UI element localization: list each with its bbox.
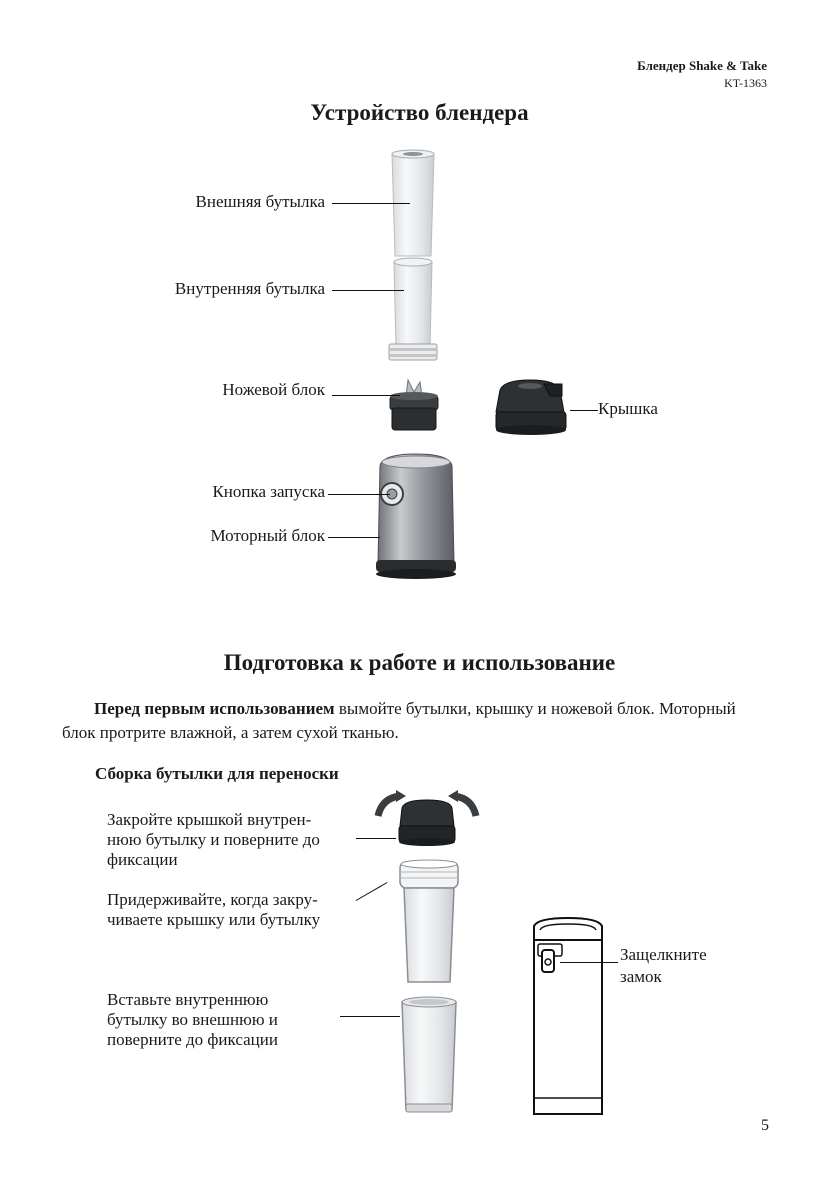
leader-line — [560, 962, 618, 963]
intro-paragraph — [62, 697, 768, 745]
inner-bottle-illustration — [386, 256, 440, 368]
label-motor-unit: Моторный блок — [210, 526, 325, 545]
step-close-lid: Закройте крышкой внутрен- нюю бутылку и поверните до фиксации — [107, 810, 320, 869]
leader-line — [332, 395, 400, 396]
header-model-number: KT-1363 — [724, 76, 767, 90]
leader-line — [332, 290, 404, 291]
lid-rotate-illustration — [372, 790, 482, 850]
inner-bottle-assembly-illustration — [396, 858, 462, 988]
lid-illustration — [490, 378, 572, 440]
leader-line — [570, 410, 598, 411]
label-start-button: Кнопка запуска — [212, 482, 325, 501]
rotate-arrow-icon — [396, 790, 406, 802]
section-title-preparation: Подготовка к работе и использование — [223, 650, 616, 675]
intro-text: вымойте бутылки, крышку и ножевой блок. Моторный блок протрите влажной, а затем сухой тканью. — [62, 699, 736, 742]
step-insert-bottle: Вставьте внутреннюю бутылку во внешнюю и поверните до фиксации — [107, 990, 278, 1049]
leader-line — [356, 838, 396, 839]
intro-bold-text: Перед первым использованием — [94, 699, 335, 718]
page-number: 5 — [761, 1117, 769, 1134]
rotate-arrow-icon — [448, 790, 458, 802]
step-hold: Придерживайте, когда закру- чиваете крышку или бутылку — [107, 890, 321, 929]
blade-unit-illustration — [384, 378, 444, 436]
outer-bottle-illustration — [388, 148, 438, 260]
outer-bottle-assembly-illustration — [396, 994, 462, 1118]
label-inner-bottle: Внутренняя бутылка — [174, 279, 325, 298]
label-blade-unit: Ножевой блок — [222, 380, 325, 399]
motor-unit-illustration — [368, 452, 464, 584]
subheading-bottle-assembly: Сборка бутылки для переноски — [95, 764, 339, 783]
leader-line — [328, 537, 380, 538]
lock-clasp-icon — [542, 950, 554, 972]
locked-bottle-outline-illustration — [528, 914, 608, 1118]
header-product-name: Блендер Shake & Take — [637, 58, 767, 73]
leader-line — [328, 494, 390, 495]
leader-line — [332, 203, 410, 204]
label-lid: Крышка — [598, 399, 658, 418]
leader-line — [340, 1016, 400, 1017]
step-snap-lock: Защелкните замок — [620, 945, 707, 986]
section-title-device: Устройство блендера — [310, 100, 529, 125]
label-outer-bottle: Внешняя бутылка — [195, 192, 325, 211]
